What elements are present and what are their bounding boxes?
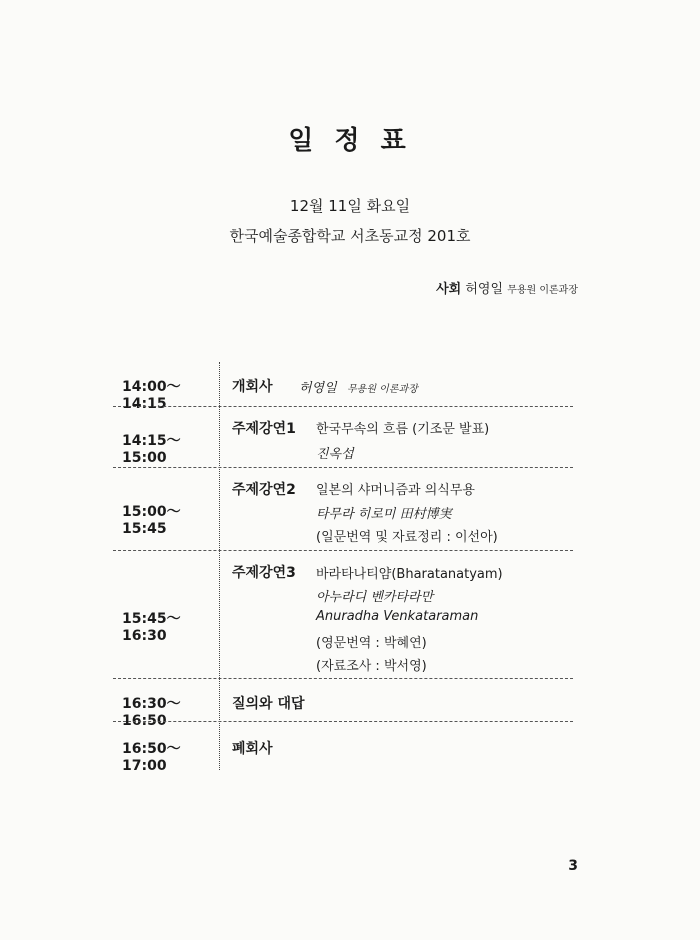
schedule-time: 14:15～15:00 — [122, 433, 181, 466]
page-number: 3 — [568, 858, 578, 874]
schedule-detail: 바라타나티얌(Bharatanatyam) — [316, 567, 503, 582]
schedule-time: 15:45～16:30 — [122, 611, 181, 644]
page-title: 일 정 표 — [288, 126, 412, 156]
schedule-detail: Anuradha Venkataraman — [316, 609, 479, 624]
schedule-detail: 한국무속의 흐름 (기조문 발표) — [316, 422, 490, 437]
schedule-section: 폐회사 — [232, 741, 273, 757]
schedule-section: 주제강연2 — [232, 482, 296, 498]
host-line — [436, 278, 578, 297]
schedule-section: 개회사 — [232, 379, 273, 395]
schedule-section: 주제강연1 — [232, 421, 296, 437]
schedule-detail: 진옥섭 — [316, 447, 354, 462]
schedule-detail: 무용원 이론과장 — [347, 384, 418, 395]
row-separator — [113, 721, 573, 722]
row-separator — [113, 406, 573, 407]
event-date: 12월 11일 화요일 — [289, 197, 411, 215]
schedule-time: 16:50～17:00 — [122, 741, 181, 774]
schedule-time: 15:00～15:45 — [122, 504, 181, 537]
schedule-detail: 타무라 히로미 田村博実 — [316, 507, 452, 522]
schedule-time: 14:00～14:15 — [122, 379, 181, 412]
schedule-detail: 일본의 샤머니즘과 의식무용 — [316, 483, 475, 498]
schedule-divider-vertical — [219, 362, 220, 770]
schedule-detail: (영문번역 : 박혜연) — [316, 636, 427, 651]
host-role: 사회 — [436, 282, 462, 297]
schedule-detail: (일문번역 및 자료정리 : 이선아) — [316, 530, 498, 545]
row-separator — [113, 550, 573, 551]
host-name: 허영일 — [465, 282, 504, 297]
row-separator — [113, 467, 573, 468]
schedule-detail: (자료조사 : 박서영) — [316, 659, 427, 674]
schedule-section: 질의와 대답 — [232, 696, 305, 712]
schedule-detail: 아누라디 벤카타라만 — [316, 590, 434, 605]
schedule-time: 16:30～16:50 — [122, 696, 181, 729]
schedule-section: 주제강연3 — [232, 565, 296, 581]
host-position: 무용원 이론과장 — [507, 285, 578, 296]
event-venue: 한국예술종합학교 서초동교정 201호 — [229, 227, 471, 245]
row-separator — [113, 678, 573, 679]
schedule-detail: 허영일 — [299, 381, 337, 396]
